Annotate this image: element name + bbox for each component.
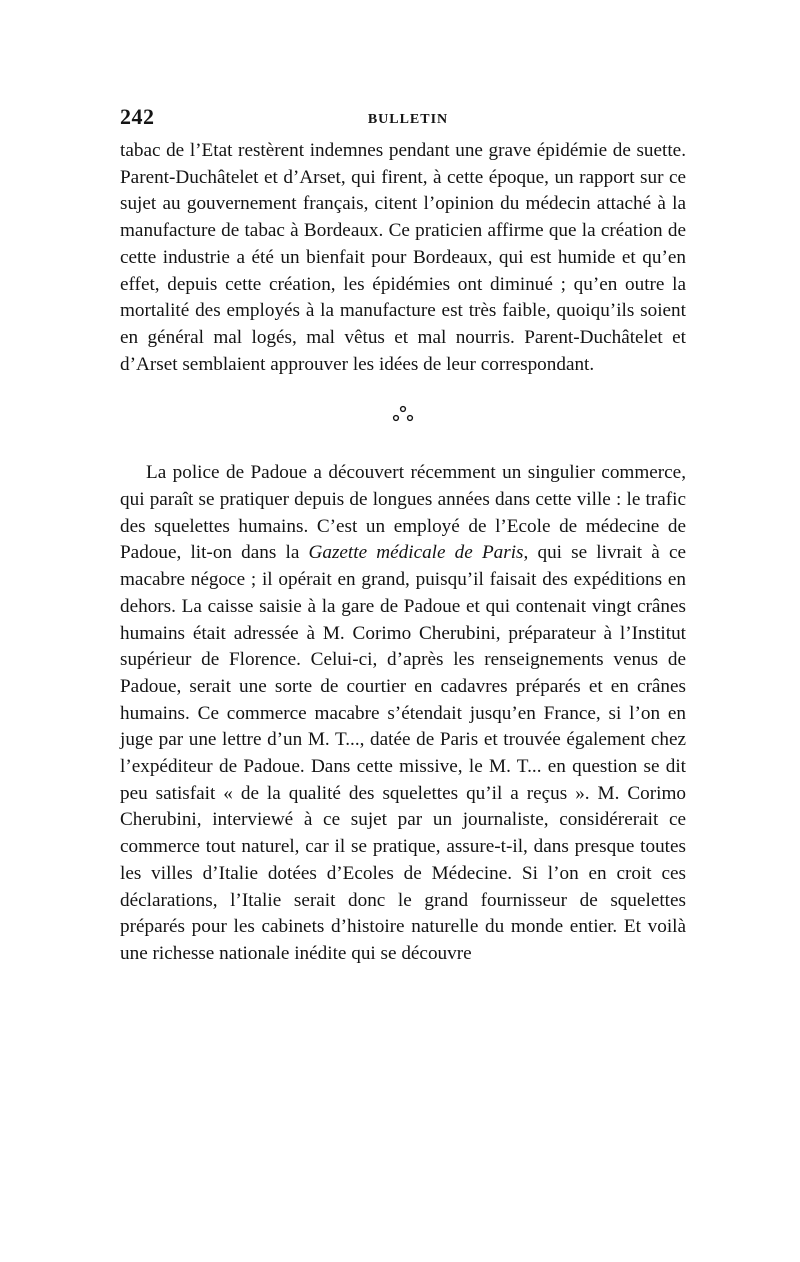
- paragraph-text-rest: , qui se livrait à ce macabre négoce ; il opérait en grand, puisqu’il faisait des expéditions en dehors. La caisse saisie à la gare de Padoue et qui contenait vingt crânes humains était adressée à M. Corimo Cherubini, préparateur à l’Institut supérieur de Florence. Celui-ci, d’après les renseignements venus de Padoue, serait une sorte de courtier en cadavres préparés et en crânes humains. Ce commerce macabre s’étendait jusqu’en France, si l’on en juge par une lettre d’un M. T..., datée de Paris et trouvée également chez l’expéditeur de Padoue. Dans cette missive, le M. T... en question se dit peu satisfait « de la qualité des squelettes qu’il a reçus ». M. Corimo Cherubini, interviewé à ce sujet par un journaliste, considérerait ce commerce tout naturel, car il se pratique, assure-t-il, dans presque toutes les villes d’Italie dotées d’Ecoles de Médecine. Si l’on en croit ces déclarations, l’Italie serait donc le grand fournisseur de squelettes préparés pour les cabinets d’histoire naturelle du monde entier. Et voilà une richesse nationale inédite qui se découvre: [120, 542, 686, 964]
- running-head: [120, 104, 686, 138]
- page-number: 242: [120, 104, 155, 129]
- section-separator-asterism: [120, 402, 686, 428]
- journal-title: Gazette médicale de Paris: [308, 542, 524, 564]
- paragraph-text-start: La police de Padoue a découvert récemment un singulier commerce, qui paraît se pratiquer depuis de longues années dans cette ville : le trafic des squelettes humains. C’est un employé de l’Ecole de médecine de Padoue, lit-on dans la: [120, 462, 686, 564]
- paragraph-padoue: [120, 460, 686, 967]
- paragraph-continued: tabac de l’Etat restèrent indemnes pendant une grave épidémie de suette. Parent-Duchâtelet et d’Arset, qui firent, à cette époque, un rapport sur ce sujet au gouvernement français, citent l’opinion du médecin attaché à la manufacture de tabac à Bordeaux. Ce praticien affirme que la création de cette industrie a été un bienfait pour Bordeaux, qui est humide et qu’en effet, depuis cette création, les épidémies ont diminué ; qu’en outre la mortalité des employés à la manufacture est très faible, quoiqu’ils soient en général mal logés, mal vêtus et mal nourris. Parent-Duchâtelet et d’Arset semblaient approuver les idées de leur correspondant.: [120, 140, 686, 375]
- page: [120, 104, 686, 968]
- asterism-icon: [388, 402, 418, 428]
- running-title: BULLETIN: [367, 112, 449, 127]
